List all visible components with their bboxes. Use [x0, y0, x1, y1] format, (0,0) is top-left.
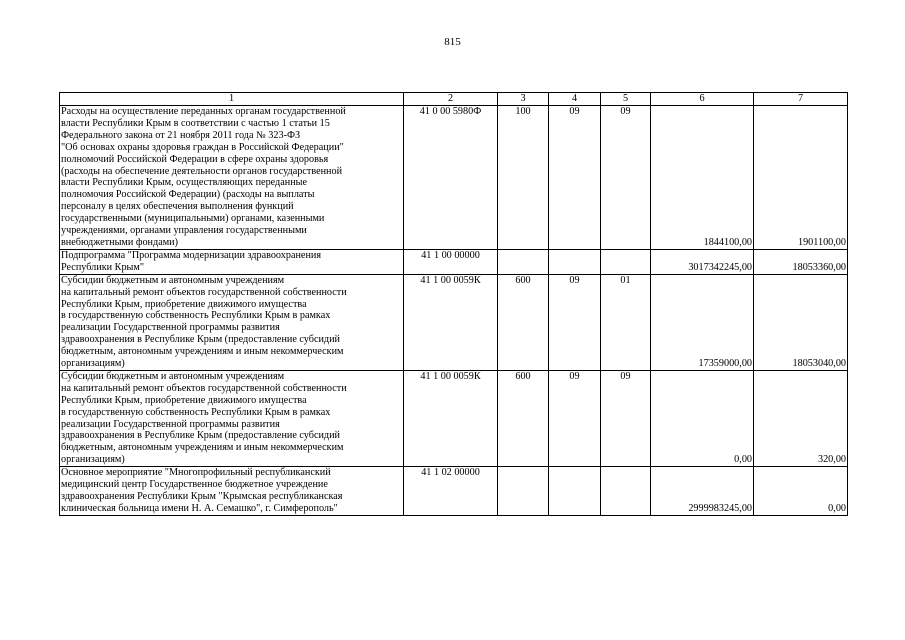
target-article-code: 41 1 02 00000	[404, 467, 498, 516]
expense-type-code: 100	[498, 106, 549, 250]
section-code	[549, 467, 601, 516]
description-line: организациям)	[61, 454, 125, 466]
description-line: на капитальный ремонт объектов государственной собственности	[61, 382, 347, 394]
page-number: 815	[444, 36, 461, 48]
description-line: власти Республики Крым, осуществляющих переданные	[61, 177, 308, 189]
amount-col6: 1844100,00	[651, 106, 754, 250]
table-row	[60, 249, 848, 274]
description-line: Субсидии бюджетным и автономным учреждениям	[61, 274, 285, 286]
description-line: организациям)	[61, 358, 125, 370]
column-number: 5	[601, 93, 651, 106]
table-row	[60, 106, 848, 250]
expense-type-code: 600	[498, 370, 549, 466]
description-line: полномочия Российской Федерации) (расходы на выплаты	[61, 189, 315, 201]
amount-col6: 3017342245,00	[651, 249, 754, 274]
row-description	[60, 467, 404, 516]
description-line: в государственную собственность Республики Крым в рамках	[61, 310, 331, 322]
description-line: на капитальный ремонт объектов государственной собственности	[61, 286, 347, 298]
subsection-code: 09	[601, 370, 651, 466]
budget-table	[59, 92, 848, 516]
amount-col7: 0,00	[754, 467, 848, 516]
row-description	[60, 370, 404, 466]
description-line: Федерального закона от 21 ноября 2011 года № 323-ФЗ	[61, 129, 301, 141]
section-code: 09	[549, 370, 601, 466]
description-line: учреждениями, органами управления государственными	[61, 225, 307, 237]
row-description	[60, 249, 404, 274]
expense-type-code: 600	[498, 274, 549, 370]
row-description	[60, 274, 404, 370]
description-line: реализации Государственной программы развития	[61, 322, 280, 334]
description-line: Подпрограмма "Программа модернизации здравоохранения	[61, 249, 322, 261]
description-line: клиническая больница имени Н. А. Семашко", г. Симферополь"	[61, 502, 338, 514]
description-line: реализации Государственной программы развития	[61, 418, 280, 430]
amount-col7: 1901100,00	[754, 106, 848, 250]
description-line: Республики Крым, приобретение движимого имущества	[61, 298, 307, 310]
subsection-code: 09	[601, 106, 651, 250]
description-line: власти Республики Крым в соответствии с частью 1 статьи 15	[61, 117, 330, 129]
description-line: здравоохранения в Республике Крым (предоставление субсидий	[61, 334, 341, 346]
target-article-code: 41 1 00 0059К	[404, 370, 498, 466]
column-number-row	[60, 93, 848, 106]
subsection-code: 01	[601, 274, 651, 370]
target-article-code: 41 1 00 0059К	[404, 274, 498, 370]
amount-col6: 2999983245,00	[651, 467, 754, 516]
description-line: Основное мероприятие "Многопрофильный республиканский	[61, 467, 331, 479]
column-number: 3	[498, 93, 549, 106]
section-code: 09	[549, 274, 601, 370]
subsection-code	[601, 249, 651, 274]
amount-col7: 18053360,00	[754, 249, 848, 274]
description-line: внебюджетными фондами)	[61, 236, 179, 248]
table-row	[60, 370, 848, 466]
description-line: бюджетным, автономным учреждениям и иным некоммерческим	[61, 442, 344, 454]
description-line: государственными (муниципальными) органами, казенными	[61, 213, 325, 225]
subsection-code	[601, 467, 651, 516]
description-line: "Об основах охраны здоровья граждан в Российской Федерации"	[61, 141, 344, 153]
expense-type-code	[498, 249, 549, 274]
description-line: в государственную собственность Республики Крым в рамках	[61, 406, 331, 418]
table-row	[60, 274, 848, 370]
section-code: 09	[549, 106, 601, 250]
column-number: 2	[404, 93, 498, 106]
description-line: бюджетным, автономным учреждениям и иным некоммерческим	[61, 346, 344, 358]
column-number: 1	[60, 93, 404, 106]
target-article-code: 41 1 00 00000	[404, 249, 498, 274]
description-line: Республики Крым, приобретение движимого имущества	[61, 394, 307, 406]
description-line: Республики Крым"	[61, 261, 144, 273]
expense-type-code	[498, 467, 549, 516]
table-row	[60, 467, 848, 516]
description-line: полномочий Российской Федерации в сфере охраны здоровья	[61, 153, 329, 165]
description-line: персоналу в целях обеспечения выполнения функций	[61, 201, 294, 213]
description-line: медицинский центр Государственное бюджетное учреждение	[61, 479, 328, 491]
description-line: Субсидии бюджетным и автономным учреждениям	[61, 370, 285, 382]
row-description	[60, 106, 404, 250]
description-line: Расходы на осуществление переданных органам государственной	[61, 106, 346, 117]
description-line: (расходы на обеспечение деятельности органов государственной	[61, 165, 343, 177]
section-code	[549, 249, 601, 274]
amount-col6: 0,00	[651, 370, 754, 466]
column-number: 7	[754, 93, 848, 106]
column-number: 6	[651, 93, 754, 106]
column-number: 4	[549, 93, 601, 106]
amount-col7: 320,00	[754, 370, 848, 466]
amount-col6: 17359000,00	[651, 274, 754, 370]
target-article-code: 41 0 00 5980Ф	[404, 106, 498, 250]
description-line: здравоохранения Республики Крым "Крымская республиканская	[61, 491, 343, 502]
amount-col7: 18053040,00	[754, 274, 848, 370]
description-line: здравоохранения в Республике Крым (предоставление субсидий	[61, 430, 341, 442]
